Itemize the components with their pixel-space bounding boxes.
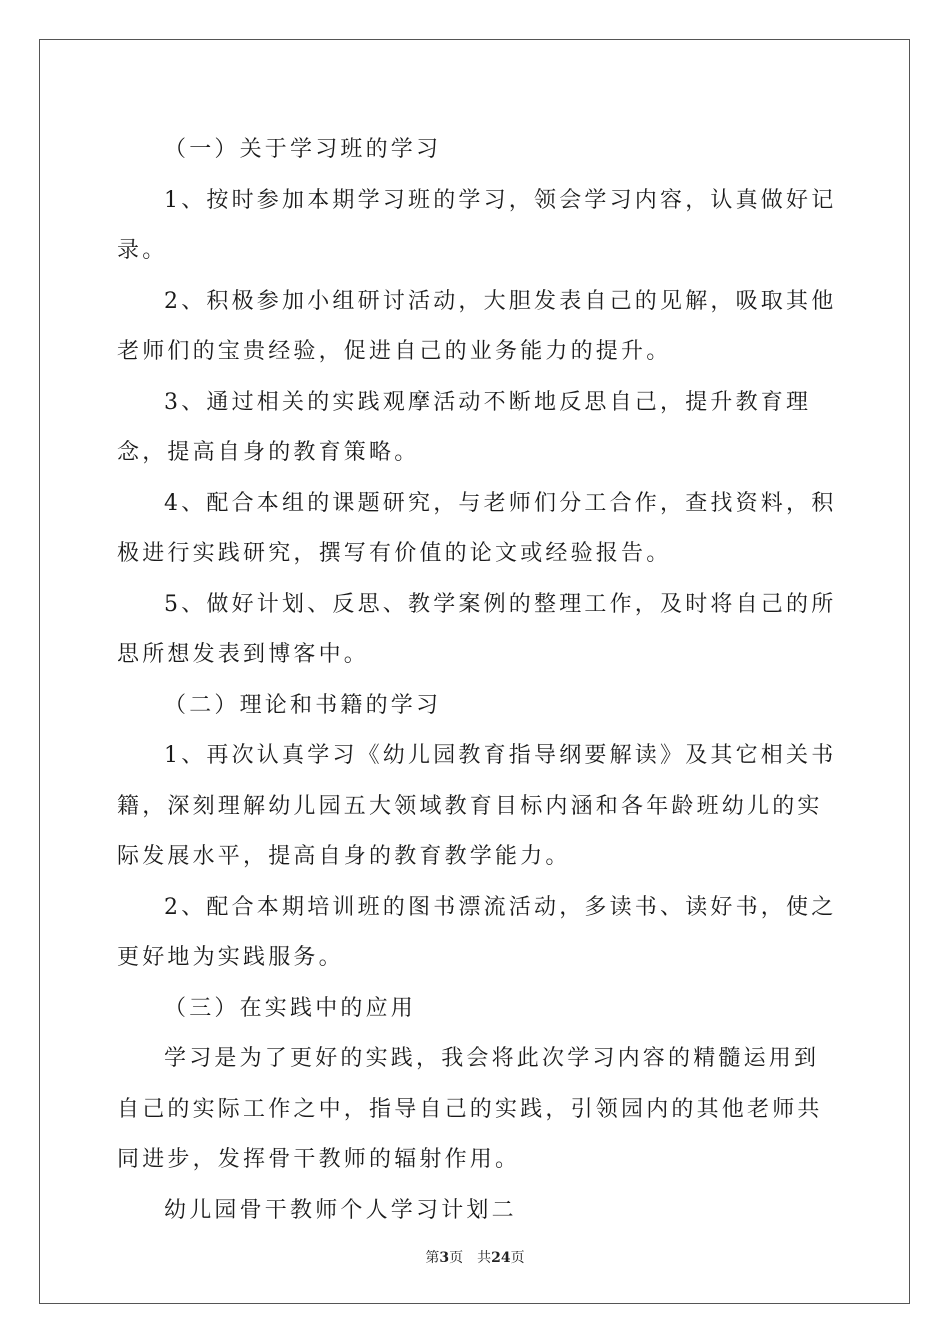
page-prefix: 第 [425,1250,440,1266]
paragraph: 学习是为了更好的实践，我会将此次学习内容的精髓运用到自己的实际工作之中，指导自己的实践，引领园内的其他老师共同进步，发挥骨干教师的辐射作用。 [117,1046,823,1172]
page-total: 24 [491,1250,511,1266]
paragraph: 5、做好计划、反思、教学案例的整理工作，及时将自己的所思所想发表到博客中。 [117,591,837,667]
paragraph: 4、配合本组的课题研究，与老师们分工合作，查找资料，积极进行实践研究，撰写有价值的论文或经验报告。 [117,490,837,566]
paragraph: 3、通过相关的实践观摩活动不断地反思自己，提升教育理念，提高自身的教育策略。 [117,389,812,465]
page-footer [0,1247,950,1267]
section-heading-2: （二）理论和书籍的学习 [164,692,442,718]
section-heading-3: （三）在实践中的应用 [164,995,417,1021]
page-suffix: 页 [449,1250,464,1266]
paragraph: 2、配合本期培训班的图书漂流活动，多读书、读好书，使之更好地为实践服务。 [117,894,837,970]
next-plan-title: 幼儿园骨干教师个人学习计划二 [164,1197,517,1223]
paragraph: 1、再次认真学习《幼儿园教育指导纲要解读》及其它相关书籍，深刻理解幼儿园五大领域教育目标内涵和各年龄班幼儿的实际发展水平，提高自身的教育教学能力。 [117,743,837,869]
section-heading-1: （一）关于学习班的学习 [164,137,442,162]
total-prefix: 共 [477,1250,492,1266]
paragraph: 1、按时参加本期学习班的学习，领会学习内容，认真做好记录。 [117,187,837,263]
total-suffix: 页 [510,1250,525,1266]
document-body [117,125,837,1236]
paragraph: 2、积极参加小组研讨活动，大胆发表自己的见解，吸取其他老师们的宝贵经验，促进自己的业务能力的提升。 [117,288,837,364]
page-current: 3 [439,1250,450,1266]
